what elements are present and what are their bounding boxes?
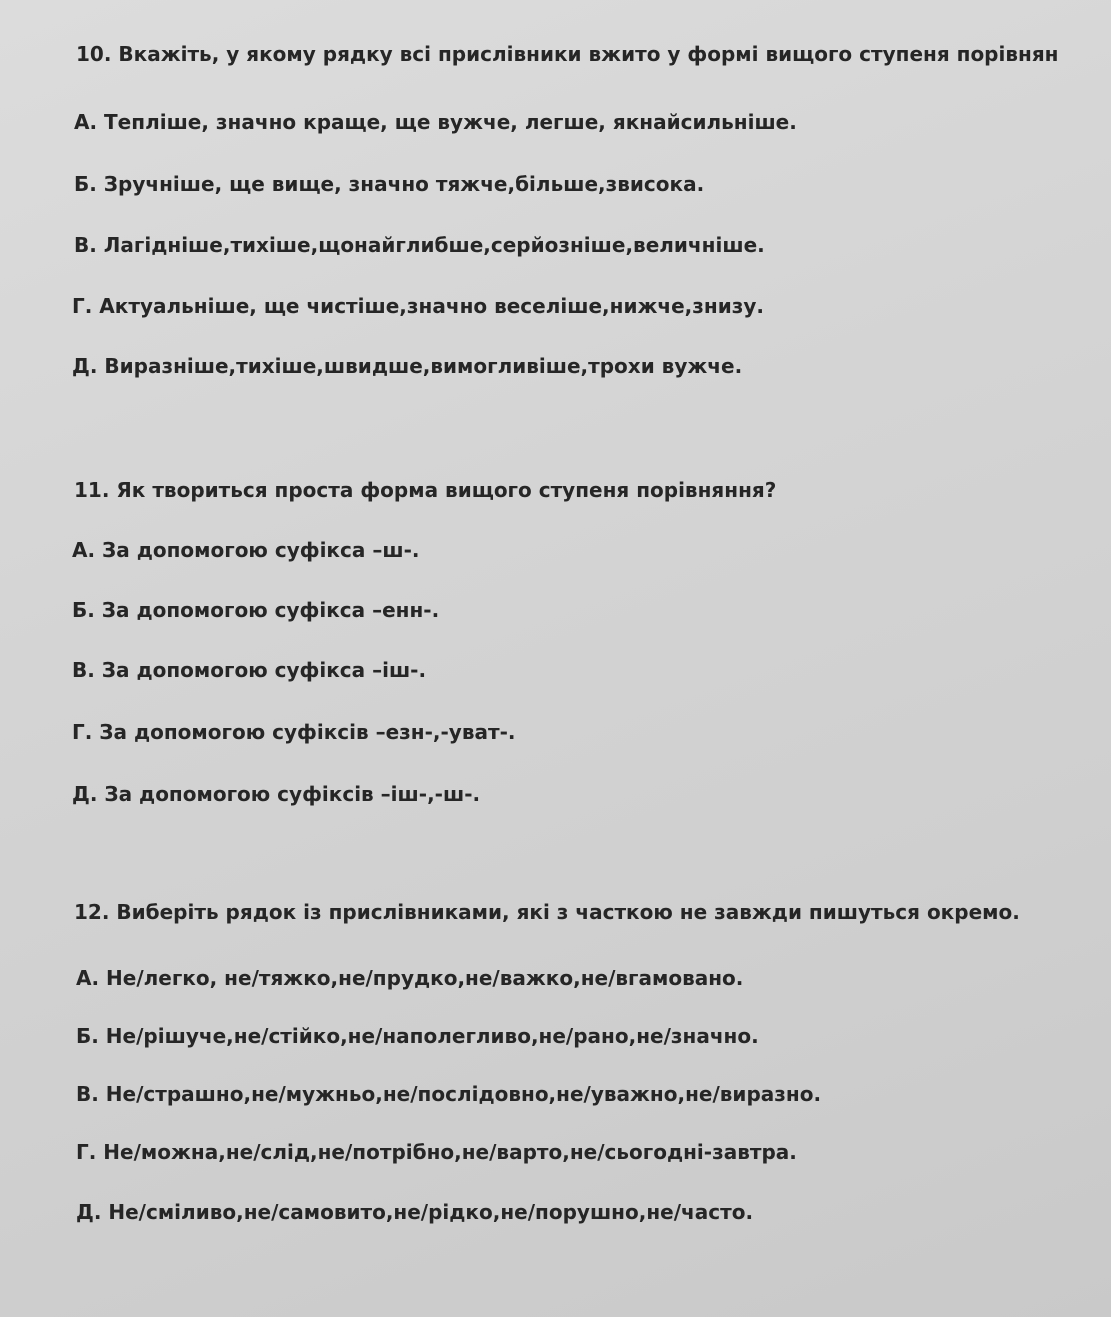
question-11: 11. Як твориться проста форма вищого ступеня порівняння? [74,478,777,502]
question-10-option-e: Д. Виразніше,тихіше,швидше,вимогливіше,трохи вужче. [72,354,743,378]
question-10: 10. Вкажіть, у якому рядку всі прислівники вжито у формі вищого ступеня порівнян [76,42,1059,66]
question-10-option-d: Г. Актуальніше, ще чистіше,значно веселіше,нижче,знизу. [72,294,764,318]
question-10-option-b: Б. Зручніше, ще вище, значно тяжче,більше,звисока. [74,172,705,196]
question-12-option-e: Д. Не/сміливо,не/самовито,не/рідко,не/порушно,не/часто. [76,1200,754,1224]
question-12: 12. Виберіть рядок із прислівниками, які з часткою не завжди пишуться окремо. [74,900,1020,924]
question-11-option-a: А. За допомогою суфікса –ш-. [72,538,420,562]
question-10-option-a: А. Тепліше, значно краще, ще вужче, легше, якнайсильніше. [74,110,797,134]
question-12-option-a: А. Не/легко, не/тяжко,не/прудко,не/важко,не/вгамовано. [76,966,744,990]
question-11-option-c: В. За допомогою суфікса –іш-. [72,658,427,682]
question-10-option-c: В. Лагідніше,тихіше,щонайглибше,серйозніше,величніше. [74,233,765,257]
question-11-option-e: Д. За допомогою суфіксів –іш-,-ш-. [72,782,481,806]
question-11-option-b: Б. За допомогою суфікса –енн-. [72,598,440,622]
question-12-option-b: Б. Не/рішуче,не/стійко,не/наполегливо,не/рано,не/значно. [76,1024,759,1048]
question-12-option-d: Г. Не/можна,не/слід,не/потрібно,не/варто,не/сьогодні-завтра. [76,1140,797,1164]
question-11-option-d: Г. За допомогою суфіксів –езн-,-уват-. [72,720,516,744]
question-12-option-c: В. Не/страшно,не/мужньо,не/послідовно,не/уважно,не/виразно. [76,1082,822,1106]
